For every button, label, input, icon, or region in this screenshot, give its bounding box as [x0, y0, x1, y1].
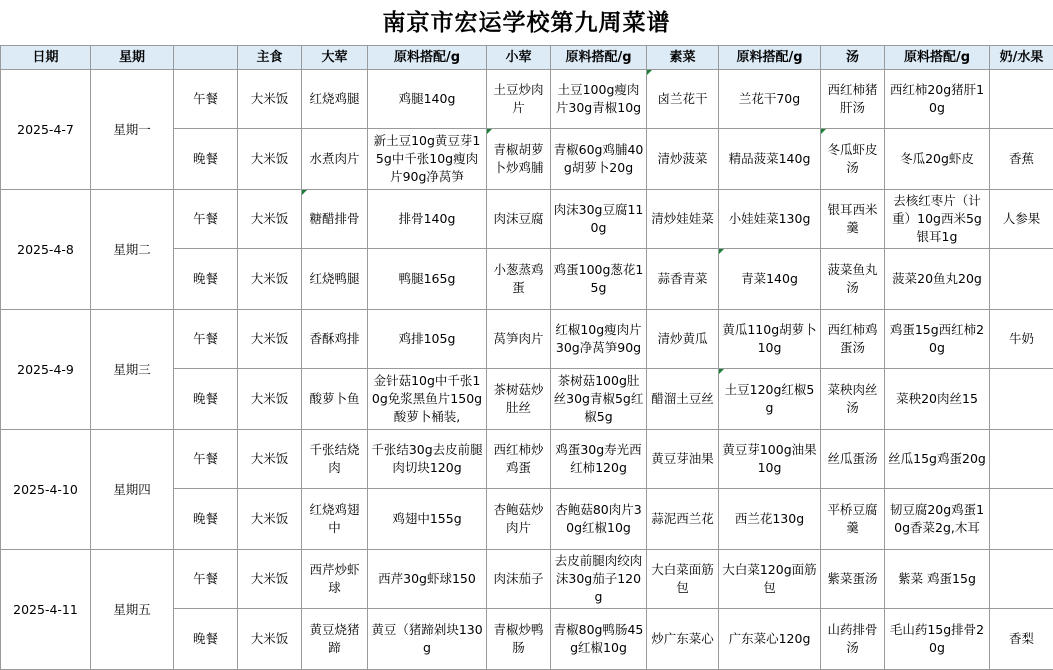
- meal-label: 晚餐: [174, 609, 238, 670]
- header-vegetable: 素菜: [647, 46, 719, 70]
- milk-fruit-cell: [990, 369, 1053, 430]
- staple-cell: 大米饭: [238, 489, 302, 550]
- header-small-meat: 小荤: [487, 46, 551, 70]
- header-staple: 主食: [238, 46, 302, 70]
- big-meat-cell: 红烧鸡翅中: [302, 489, 368, 550]
- milk-fruit-cell: 香梨: [990, 609, 1053, 670]
- small-meat-ingredients-cell: 去皮前腿肉绞肉沫30g茄子120g: [551, 550, 647, 609]
- header-date: 日期: [1, 46, 91, 70]
- vegetable-ingredients-cell: 小娃娃菜130g: [719, 190, 821, 249]
- vegetable-cell: 醋溜土豆丝: [647, 369, 719, 430]
- page-title: 南京市宏运学校第九周菜谱: [0, 0, 1053, 45]
- vegetable-cell: 蒜泥西兰花: [647, 489, 719, 550]
- header-big-meat: 大荤: [302, 46, 368, 70]
- soup-cell: 冬瓜虾皮汤: [821, 129, 885, 190]
- big-meat-ingredients-cell: 黄豆（猪蹄剁块130g: [368, 609, 487, 670]
- meal-label: 晚餐: [174, 129, 238, 190]
- small-meat-cell: 土豆炒肉片: [487, 70, 551, 129]
- soup-ingredients-cell: 毛山药15g排骨20g: [885, 609, 990, 670]
- soup-cell: 紫菜蛋汤: [821, 550, 885, 609]
- date-cell: 2025-4-9: [1, 310, 91, 430]
- vegetable-ingredients-cell: 黄豆芽100g油果10g: [719, 430, 821, 489]
- menu-body: [1, 70, 1053, 670]
- weekday-cell: 星期五: [91, 550, 174, 670]
- small-meat-ingredients-cell: 土豆100g瘦肉片30g青椒10g: [551, 70, 647, 129]
- milk-fruit-cell: [990, 249, 1053, 310]
- big-meat-ingredients-cell: 新土豆10g黄豆芽15g中千张10g瘦肉片90g净莴笋: [368, 129, 487, 190]
- table-row: [1, 430, 1053, 489]
- vegetable-cell: 清炒娃娃菜: [647, 190, 719, 249]
- small-meat-ingredients-cell: 杏鲍菇80肉片30g红椒10g: [551, 489, 647, 550]
- header-soup: 汤: [821, 46, 885, 70]
- big-meat-cell: 水煮肉片: [302, 129, 368, 190]
- small-meat-ingredients-cell: 红椒10g瘦肉片30g净莴笋90g: [551, 310, 647, 369]
- weekday-cell: 星期二: [91, 190, 174, 310]
- soup-cell: 丝瓜蛋汤: [821, 430, 885, 489]
- table-row: [1, 310, 1053, 369]
- header-soup-ingredients: 原料搭配/g: [885, 46, 990, 70]
- soup-cell: 菠菜鱼丸汤: [821, 249, 885, 310]
- small-meat-cell: 莴笋肉片: [487, 310, 551, 369]
- milk-fruit-cell: 香蕉: [990, 129, 1053, 190]
- vegetable-ingredients-cell: 黄瓜110g胡萝卜10g: [719, 310, 821, 369]
- soup-cell: 西红柿鸡蛋汤: [821, 310, 885, 369]
- big-meat-ingredients-cell: 金针菇10g中千张10g免浆黑鱼片150g酸萝卜桶装,: [368, 369, 487, 430]
- header-meal: [174, 46, 238, 70]
- small-meat-cell: 茶树菇炒肚丝: [487, 369, 551, 430]
- soup-ingredients-cell: 冬瓜20g虾皮: [885, 129, 990, 190]
- big-meat-cell: 红烧鸡腿: [302, 70, 368, 129]
- small-meat-cell: 西红柿炒鸡蛋: [487, 430, 551, 489]
- big-meat-cell: 酸萝卜鱼: [302, 369, 368, 430]
- date-cell: 2025-4-10: [1, 430, 91, 550]
- menu-table: [0, 45, 1053, 670]
- big-meat-ingredients-cell: 鸭腿165g: [368, 249, 487, 310]
- header-row: [1, 46, 1053, 70]
- meal-label: 午餐: [174, 190, 238, 249]
- header-milk-fruit: 奶/水果: [990, 46, 1053, 70]
- soup-ingredients-cell: 菜秧20肉丝15: [885, 369, 990, 430]
- soup-ingredients-cell: 去核红枣片（计重）10g西米5g银耳1g: [885, 190, 990, 249]
- vegetable-ingredients-cell: 精品菠菜140g: [719, 129, 821, 190]
- soup-cell: 西红柿猪肝汤: [821, 70, 885, 129]
- small-meat-ingredients-cell: 茶树菇100g肚丝30g青椒5g红椒5g: [551, 369, 647, 430]
- milk-fruit-cell: [990, 550, 1053, 609]
- staple-cell: 大米饭: [238, 430, 302, 489]
- date-cell: 2025-4-11: [1, 550, 91, 670]
- big-meat-cell: 黄豆烧猪蹄: [302, 609, 368, 670]
- vegetable-ingredients-cell: 青菜140g: [719, 249, 821, 310]
- soup-ingredients-cell: 西红柿20g猪肝10g: [885, 70, 990, 129]
- soup-cell: 菜秧肉丝汤: [821, 369, 885, 430]
- big-meat-cell: 千张结烧肉: [302, 430, 368, 489]
- vegetable-ingredients-cell: 土豆120g红椒5g: [719, 369, 821, 430]
- big-meat-ingredients-cell: 排骨140g: [368, 190, 487, 249]
- vegetable-ingredients-cell: 广东菜心120g: [719, 609, 821, 670]
- table-row: [1, 70, 1053, 129]
- meal-label: 晚餐: [174, 369, 238, 430]
- date-cell: 2025-4-8: [1, 190, 91, 310]
- soup-ingredients-cell: 韧豆腐20g鸡蛋10g香菜2g,木耳: [885, 489, 990, 550]
- vegetable-cell: 蒜香青菜: [647, 249, 719, 310]
- table-row: [1, 190, 1053, 249]
- vegetable-cell: 清炒菠菜: [647, 129, 719, 190]
- big-meat-ingredients-cell: 西芹30g虾球150: [368, 550, 487, 609]
- big-meat-cell: 糖醋排骨: [302, 190, 368, 249]
- staple-cell: 大米饭: [238, 249, 302, 310]
- milk-fruit-cell: [990, 70, 1053, 129]
- staple-cell: 大米饭: [238, 550, 302, 609]
- meal-label: 晚餐: [174, 489, 238, 550]
- small-meat-cell: 青椒胡萝卜炒鸡脯: [487, 129, 551, 190]
- vegetable-cell: 黄豆芽油果: [647, 430, 719, 489]
- small-meat-ingredients-cell: 鸡蛋30g寿光西红柿120g: [551, 430, 647, 489]
- soup-ingredients-cell: 菠菜20鱼丸20g: [885, 249, 990, 310]
- small-meat-cell: 肉沫茄子: [487, 550, 551, 609]
- table-row: [1, 550, 1053, 609]
- date-cell: 2025-4-7: [1, 70, 91, 190]
- vegetable-cell: 清炒黄瓜: [647, 310, 719, 369]
- small-meat-cell: 肉沫豆腐: [487, 190, 551, 249]
- vegetable-ingredients-cell: 西兰花130g: [719, 489, 821, 550]
- small-meat-ingredients-cell: 鸡蛋100g葱花15g: [551, 249, 647, 310]
- staple-cell: 大米饭: [238, 369, 302, 430]
- header-big-meat-ingredients: 原料搭配/g: [368, 46, 487, 70]
- header-vegetable-ingredients: 原料搭配/g: [719, 46, 821, 70]
- milk-fruit-cell: 人参果: [990, 190, 1053, 249]
- soup-cell: 银耳西米羹: [821, 190, 885, 249]
- vegetable-cell: 卤兰花干: [647, 70, 719, 129]
- vegetable-cell: 炒广东菜心: [647, 609, 719, 670]
- soup-ingredients-cell: 鸡蛋15g西红柿20g: [885, 310, 990, 369]
- small-meat-ingredients-cell: 青椒60g鸡脯40g胡萝卜20g: [551, 129, 647, 190]
- small-meat-cell: 小葱蒸鸡蛋: [487, 249, 551, 310]
- milk-fruit-cell: [990, 489, 1053, 550]
- soup-ingredients-cell: 丝瓜15g鸡蛋20g: [885, 430, 990, 489]
- vegetable-ingredients-cell: 大白菜120g面筋包: [719, 550, 821, 609]
- staple-cell: 大米饭: [238, 609, 302, 670]
- vegetable-cell: 大白菜面筋包: [647, 550, 719, 609]
- weekday-cell: 星期四: [91, 430, 174, 550]
- meal-label: 午餐: [174, 550, 238, 609]
- small-meat-cell: 杏鲍菇炒肉片: [487, 489, 551, 550]
- big-meat-ingredients-cell: 鸡排105g: [368, 310, 487, 369]
- meal-label: 晚餐: [174, 249, 238, 310]
- staple-cell: 大米饭: [238, 190, 302, 249]
- soup-ingredients-cell: 紫菜 鸡蛋15g: [885, 550, 990, 609]
- big-meat-cell: 西芹炒虾球: [302, 550, 368, 609]
- big-meat-ingredients-cell: 鸡翅中155g: [368, 489, 487, 550]
- small-meat-ingredients-cell: 肉沫30g豆腐110g: [551, 190, 647, 249]
- staple-cell: 大米饭: [238, 129, 302, 190]
- staple-cell: 大米饭: [238, 70, 302, 129]
- meal-label: 午餐: [174, 430, 238, 489]
- weekday-cell: 星期三: [91, 310, 174, 430]
- header-small-meat-ingredients: 原料搭配/g: [551, 46, 647, 70]
- milk-fruit-cell: [990, 430, 1053, 489]
- big-meat-ingredients-cell: 千张结30g去皮前腿肉切块120g: [368, 430, 487, 489]
- big-meat-cell: 红烧鸭腿: [302, 249, 368, 310]
- header-weekday: 星期: [91, 46, 174, 70]
- vegetable-ingredients-cell: 兰花干70g: [719, 70, 821, 129]
- meal-label: 午餐: [174, 310, 238, 369]
- soup-cell: 山药排骨汤: [821, 609, 885, 670]
- soup-cell: 平桥豆腐羹: [821, 489, 885, 550]
- small-meat-ingredients-cell: 青椒80g鸭肠45g红椒10g: [551, 609, 647, 670]
- staple-cell: 大米饭: [238, 310, 302, 369]
- big-meat-ingredients-cell: 鸡腿140g: [368, 70, 487, 129]
- small-meat-cell: 青椒炒鸭肠: [487, 609, 551, 670]
- big-meat-cell: 香酥鸡排: [302, 310, 368, 369]
- meal-label: 午餐: [174, 70, 238, 129]
- milk-fruit-cell: 牛奶: [990, 310, 1053, 369]
- weekday-cell: 星期一: [91, 70, 174, 190]
